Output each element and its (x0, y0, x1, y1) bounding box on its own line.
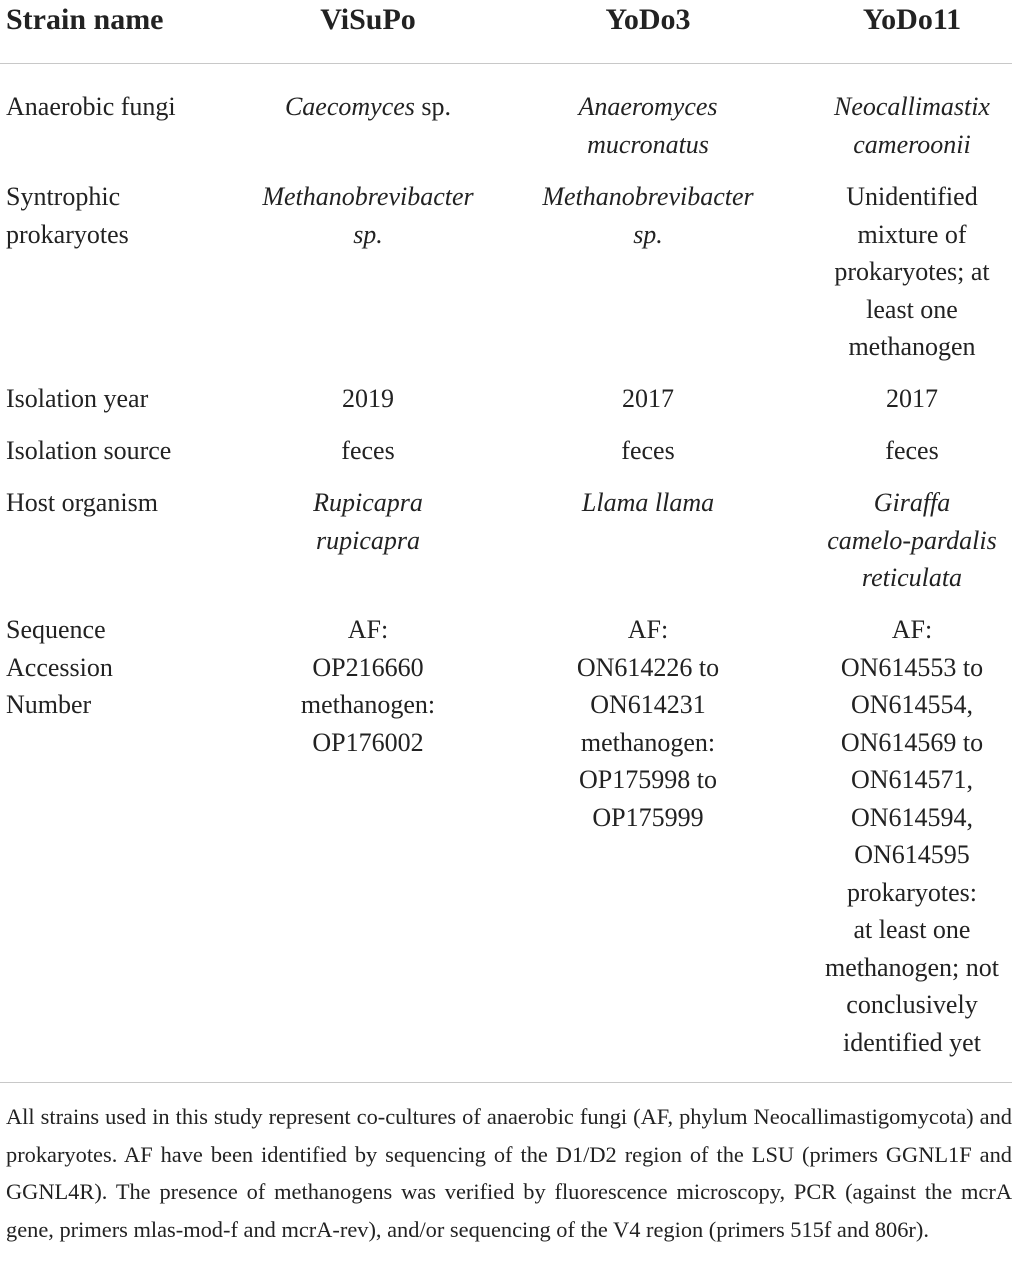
row-label-line: Sequence (6, 615, 106, 644)
cell-line: ON614231 (590, 690, 706, 719)
cell-yodo3 (528, 178, 768, 253)
cell-yodo11 (812, 484, 1012, 597)
row-label-text: Host organism (6, 488, 158, 517)
row-label (6, 380, 242, 418)
cell-visupo (248, 380, 488, 418)
cell-visupo (248, 484, 488, 559)
header-visupo: ViSuPo (320, 3, 416, 36)
cell-text: feces (621, 436, 675, 465)
row-label (6, 178, 242, 253)
cell-text: feces (341, 436, 395, 465)
cell-text: feces (885, 436, 939, 465)
row-label-line: Syntrophic (6, 182, 121, 211)
cell-line: Neocallimastix (834, 92, 990, 121)
cell-line: methanogen; not (824, 952, 999, 982)
cell-line: OP175998 to (579, 765, 717, 794)
cell-line: mixture of (857, 219, 967, 249)
table-footnote: All strains used in this study represent co-cultures of anaerobic fungi (AF, phylum Neocallimastigomycota) and prokaryotes. AF have been identified by sequencing of the D1/D2 region of the LSU (primers GGNL1F and GGNL4R). The presence of methanogens was verified by fluorescence microscopy, PCR (against the mcrA gene, primers mlas-mod-f and mcrA-rev), and/or sequencing of the V4 region (primers 515f and 806r). (6, 1104, 1012, 1242)
cell-visupo (248, 178, 488, 253)
row-label-line: prokaryotes (6, 219, 129, 249)
row-label-text: Isolation source (6, 436, 172, 465)
cell-line: sp. (633, 219, 663, 249)
cell-line: ON614226 to (576, 652, 720, 682)
cell-line: ON614553 to (840, 652, 984, 682)
cell-line: AF: (347, 615, 389, 644)
cell-text: 2019 (342, 384, 394, 413)
cell-line: camelo-pardalis (827, 525, 997, 555)
cell-yodo3 (528, 484, 768, 522)
cell-line: methanogen: (300, 690, 436, 719)
cell-line: Rupicapra (313, 488, 423, 517)
cell-line: OP175999 (592, 802, 704, 832)
cell-line: rupicapra (316, 525, 420, 555)
cell-line: Anaeromyces (578, 92, 718, 121)
cell-line: mucronatus (587, 129, 709, 159)
cell-yodo11 (812, 88, 1012, 163)
cell-line: least one (866, 294, 958, 324)
cell-yodo11 (812, 380, 1012, 418)
cell-yodo11 (812, 432, 1012, 470)
cell-line: reticulata (861, 563, 963, 592)
cell-line: sp. (353, 219, 383, 249)
cell-line: Giraffa (873, 488, 951, 517)
row-label-text: Isolation year (6, 384, 149, 413)
row-label (6, 88, 242, 126)
cell-line: prokaryotes; at (834, 257, 990, 286)
row-label (6, 484, 242, 522)
cell-line: at least one (853, 915, 971, 944)
header-yodo3: YoDo3 (605, 3, 691, 36)
cell-text-italic: Caecomyces (284, 92, 415, 121)
footer-divider (0, 1082, 1012, 1083)
cell-line: Methanobrevibacter (262, 182, 474, 211)
row-label (6, 432, 242, 470)
cell-visupo (248, 432, 488, 470)
cell-visupo (248, 611, 488, 761)
cell-text: 2017 (622, 384, 674, 413)
header-strain-name: Strain name (6, 3, 164, 36)
cell-yodo3 (528, 88, 768, 163)
cell-visupo (248, 88, 488, 126)
cell-line: conclusively (846, 990, 978, 1019)
cell-yodo11 (812, 178, 1012, 366)
cell-line: AF: (627, 615, 669, 644)
cell-line: methanogen (848, 332, 976, 361)
cell-text-plain: sp. (414, 92, 452, 121)
row-label (6, 611, 242, 724)
cell-line: Methanobrevibacter (542, 182, 754, 211)
cell-line: cameroonii (853, 129, 971, 159)
header-divider (0, 63, 1012, 64)
cell-line: identified yet (843, 1027, 981, 1057)
cell-text: Llama llama (581, 488, 715, 517)
cell-line: prokaryotes: (847, 877, 977, 907)
row-label-line: Number (6, 690, 92, 719)
cell-line: ON614594, (850, 802, 974, 832)
cell-line: ON614569 to (840, 727, 984, 757)
cell-yodo3 (528, 432, 768, 470)
cell-line: OP176002 (312, 727, 424, 757)
cell-yodo3 (528, 611, 768, 836)
cell-line: AF: (891, 615, 933, 644)
cell-line: OP216660 (312, 652, 424, 682)
cell-text: 2017 (886, 384, 938, 413)
cell-text (248, 88, 488, 126)
cell-line: methanogen: (580, 727, 716, 757)
cell-line: ON614554, (850, 690, 974, 719)
cell-line: ON614595 (854, 840, 970, 869)
row-label-text: Anaerobic fungi (6, 92, 176, 121)
cell-line: ON614571, (850, 765, 974, 794)
header-yodo11: YoDo11 (862, 3, 962, 36)
cell-yodo3 (528, 380, 768, 418)
row-label-line: Accession (6, 652, 113, 682)
cell-yodo11 (812, 611, 1012, 1061)
cell-line: Unidentified (846, 182, 978, 211)
